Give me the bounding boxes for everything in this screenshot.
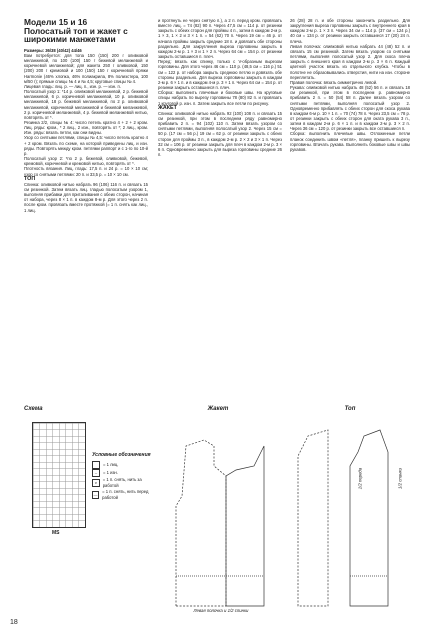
paragraph: Левая полочка: оливковой нитью набрать 44 (48) 52 п. и связать 15 см резинкой. Затем вязать узором со снятыми петлями, выполняя полосатый узор 2. Для скоса плеча закрыть с внешнего края в каждом 2-м р. 3 × 6 п. Каждый цветной участок вязать из отдельного клубка. Чтобы в полотне не образовывались отверстия, нити на изн. стороне переплетать.: [290, 43, 410, 80]
paragraph: Вам потребуется: для топа 150 (150) 200 г оливковой меланжевой, по 100 (100) 150 г бежевой меланжевой и коричневой меланжевой; для жакета 250 г оливковой, 150 (200) 200 г кремовой и 100 (150) 150 г коричневой пряжи Harmonie (46% хлопка, 46% полиакрила, 8% полиэстера, 100 м/50 г); прямые спицы № 4 и № 4,5; круговые спицы № 4.: [24, 52, 148, 84]
col2-body: [158, 18, 282, 157]
ms-label: MS: [52, 530, 60, 536]
slip-front-symbol-icon: —: [93, 492, 98, 497]
section-heading: ЖАКЕТ: [158, 104, 177, 111]
knit-symbol-icon: [92, 461, 100, 469]
page-number: 18: [10, 619, 18, 626]
col1-body: [24, 48, 148, 213]
top-title: Топ: [344, 406, 356, 412]
paragraph: Узор со снятыми петлями, спицы № 4,5: число петель кратно 4 + 2 кром. Вязать по схеме, на которой приведены лиц. и изн. ряды. Повторять между кром. петлями раппорт и с 1-го по 10-й р.: [24, 135, 148, 156]
paragraph: Сборка: выполнить плечевые швы. Отложенные петли планок соединить швом «петля», планку пришить к вырезу горловины. Втачать рукава. Выполнить боковые швы и швы рукавов.: [290, 131, 410, 152]
paragraph: Спинка: оливковой нитью набрать 92 (100) 108 п. и связать 15 см резинкой, при этом в последнем ряду равномерно прибавить 2 п. = 94 (102) 110 п. Затем вязать узором со снятыми петлями, выполняя полосатый узор 2. Через 15 см = 50 р. (17 см = 56 р.) 19 см = 62 р. от резинки закрыть с обеих сторон для проймы 3 п., в каждом 2-м р. 2 × 2 и 3 × 1 п. Через 32 см = 106 р. от резинки закрыть для плеч в каждом 2-м р. 3 × 6 п. Одновременно закрыть для выреза горловины средние 26 п.: [158, 110, 282, 158]
paragraph: Рукава: оливковой нитью набрать 48 (52) 56 п. и связать 18 см резинкой, при этом в последнем р. равномерно прибавить 2 п. = 50 (54) 58 п. Далее вязать узором со снятыми петлями, выполняя полосатый узор 2. Одновременно прибавлять с обеих сторон для скоса рукава в каждом 6-м р. 10 × 1 п. = 70 (74) 78 п. Через 23,5 см = 78 р. от резинки закрыть с обеих сторон для оката рукава 3 п., затем в каждом 2-м р. 6 × 1 п. и в каждом 2-м р. 3 × 2 п. Через 36 см = 120 р. от резинки закрыть все оставшиеся п.: [290, 85, 410, 132]
column-2: [158, 18, 282, 157]
paragraph: Спинка: оливковой нитью набрать 96 (106) 116 п. и связать 15 см резинкой. Затем вязать лиц. гладью полосатым узором 1, выполняя прибавки для приталивания с обеих сторон, начиная от набора, через 8 × 1 п. в каждом 8-м р. Для этого через 2 п. после кром. провязать вместе протяжкой (= 1 п. снять как лиц., 1 лиц.: [24, 181, 148, 213]
legend-item: v = 1 п. снять, нить за работой: [92, 477, 156, 489]
section-heading: ТОП: [24, 175, 36, 182]
paragraph: и протянуть ее через снятую п.), а 2 п. перед кром. провязать вместе лиц. = 74 (82) 90 п. Через 47,5 см = 114 р. от резинки закрыть с обеих сторон для проймы 4 п., затем в каждом 2-м р. 1 × 3, 1 × 2 и 3 × 1 п. = 54 (62) 70 п. Через 19 см = 46 р. от начала проймы закрыть средние 18 п. и довязать обе стороны раздельно. Для закругления выреза горловины закрыть в каждом 2-м р. 1 × 3 и 1 × 2 п. Через 64 см = 154 р. от резинки закрыть оставшиеся п. плеч.: [158, 18, 282, 60]
legend-title: Условные обозначения: [92, 452, 151, 458]
paragraph: Правая полочка: вязать симметрично левой.: [290, 79, 378, 85]
top-front-caption: 1/2 переда: [357, 467, 363, 490]
jacket-caption: Левая полочка и 1/2 спинки: [193, 608, 249, 613]
page-title: Модели 15 и 16 Полосатый топ и жакет с широкими манжетами: [24, 17, 128, 45]
legend-item: = 1 лиц.: [92, 461, 156, 469]
paragraph: Плотность вязания. Лиц. гладь: 17,5 п. и 24 р. = 10 × 10 см; узор со снятыми петлями: 20 п. и 33,5 р. = 10 × 10 см.: [24, 166, 148, 177]
legend-item: – = 1 изн.: [92, 469, 156, 477]
col3-body: [290, 18, 410, 152]
jacket-figure: [156, 406, 280, 628]
top-pattern-drawing: [288, 416, 412, 616]
jacket-title: Жакет: [207, 406, 229, 412]
top-figure: [288, 406, 412, 628]
column-3: [290, 18, 410, 152]
purl-symbol-icon: –: [92, 469, 100, 477]
paragraph: Перед: вязать как спинку, только с V-образным вырезом горловины. Для этого через 46 см = 110 р. (48,5 см = 116 р.) 51 см = 122 р. от набора закрыть среднюю петлю и довязать обе стороны раздельно. Для выреза горловины закрыть в каждом 2-м р. 6 × 1 п. и в каждом 4-м р. 3 × 1 п. Через 64 см = 154 р. от резинки закрыть оставшиеся п. плеч.: [158, 59, 282, 91]
schema-title: Схема: [24, 406, 43, 412]
legend: [92, 452, 156, 501]
stitch-chart: [32, 422, 86, 528]
paragraph: Лицевая гладь: лиц. р. — лиц. п., изн. р. — изн. п.: [24, 83, 121, 89]
column-1: [24, 18, 148, 213]
jacket-pattern-drawing: [156, 416, 280, 616]
paragraph: Размеры: 36/38 (40/42) 44/46: [24, 47, 82, 53]
paragraph: Полосатый узор 2: *по 2 р. бежевой, оливковой, бежевой, кремовой, коричневой и кремовой нитью, повторять от *.: [24, 156, 148, 167]
legend-item: — = 1 п. снять, нить перед работой: [93, 489, 149, 500]
paragraph: Резинка 2/2, спицы № 4: число петель кратно 4 + 2 + 2 кром. Лиц. ряды: кром., * 2 лиц., 2 изн., повторять от *; 2 лиц., кром. Изн. ряды: вязать петли, как они видны.: [24, 119, 148, 136]
top-back-caption: 1/2 спинки: [397, 468, 403, 489]
slip-back-symbol-icon: v: [92, 479, 100, 487]
paragraph: 26 (28) 28 п. и обе стороны закончить раздельно. Для закругления выреза горловины закрыть с внутреннего края в каждом 2-м р. 1 × 3 п. Через 34 см = 114 р. (37 см = 124 р.) 40 см = 134 р. от резинки закрыть оставшиеся 17 (20) 24 п. плеча.: [290, 18, 410, 44]
paragraph: Сборка: выполнить плечевые и боковые швы. На круговые спицы набрать по вырезу горловины 78 (80) 82 п. и провязать 1 круговой р. изн. п. Затем закрыть все петли по рисунку.: [158, 90, 282, 106]
paragraph: Полосатый узор 1: *14 р. оливковой меланжевой, 2 р. бежевой меланжевой, 6 р. коричневой меланжевой, 10 р. оливковой меланжевой, 18 р. бежевой меланжевой, по 2 р. оливковой меланжевой, коричневой меланжевой и бежевой меланжевой, 2 р. коричневой меланжевой, 4 р. бежевой меланжевой нитью, повторять от *.: [24, 89, 148, 120]
schema-figure: [24, 406, 156, 628]
